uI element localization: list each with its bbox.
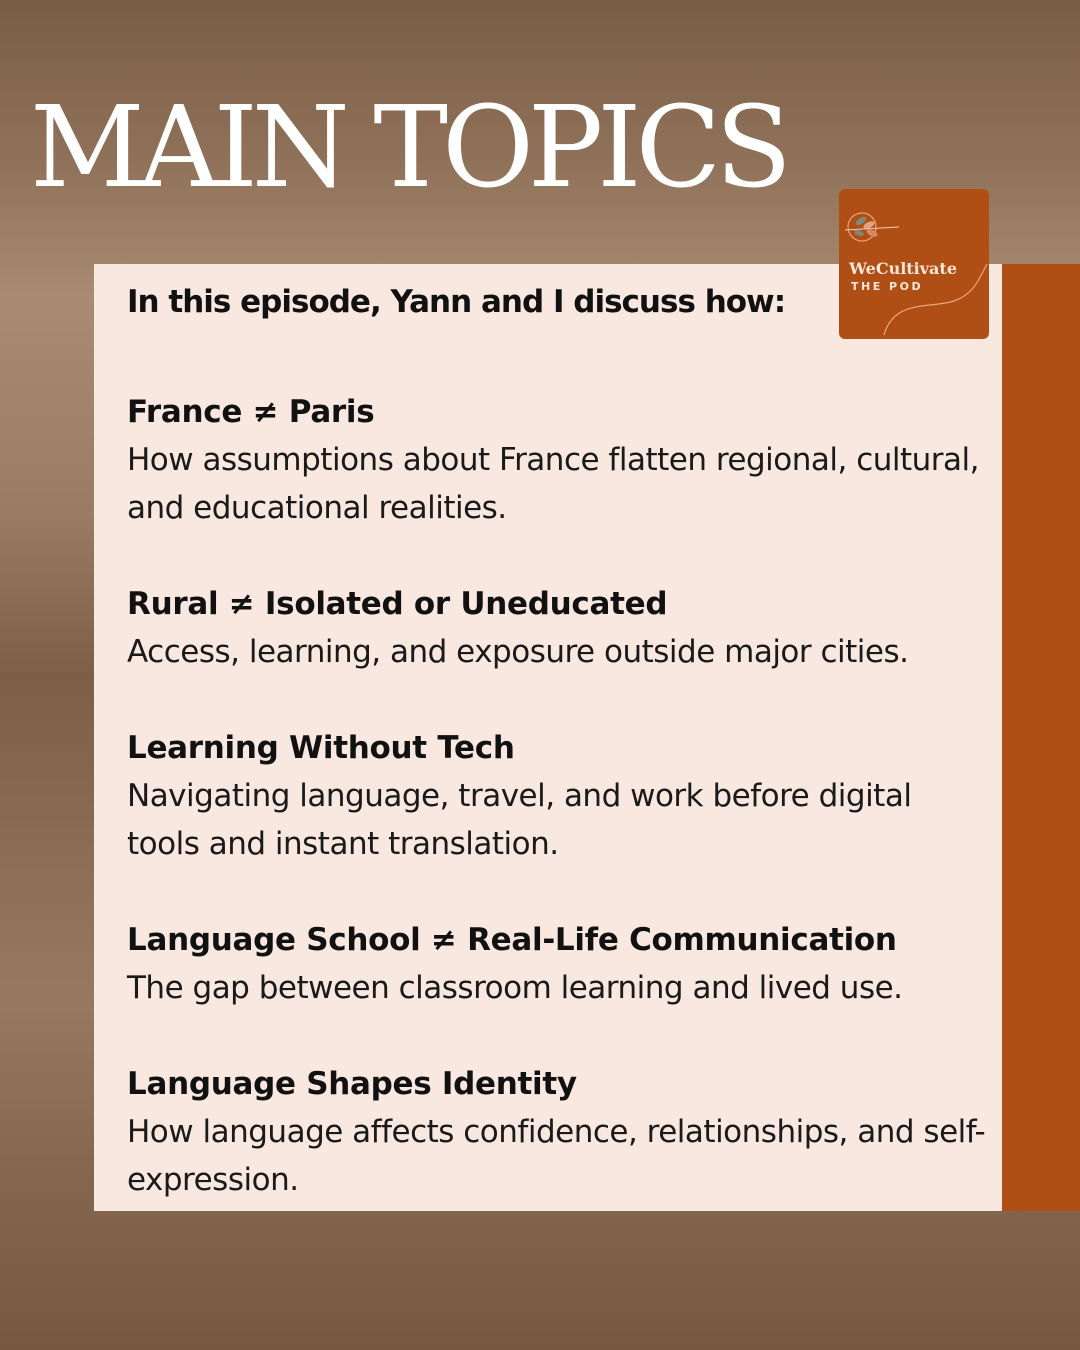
accent-bar	[1002, 264, 1080, 1211]
topic-heading: Language Shapes Identity	[127, 1066, 577, 1102]
topic-item	[127, 916, 987, 1012]
topic-heading: Learning Without Tech	[127, 730, 515, 766]
topic-description: Navigating language, travel, and work before digital tools and instant translation.	[127, 778, 912, 862]
logo-subtitle: THE POD	[851, 280, 924, 293]
topic-heading: Rural ≠ Isolated or Uneducated	[127, 586, 668, 622]
topic-item	[127, 580, 987, 676]
topics-card	[94, 264, 1002, 1211]
topic-description: The gap between classroom learning and lived use.	[127, 970, 903, 1006]
page-title: MAIN TOPICS	[30, 83, 786, 213]
intro-text: In this episode, Yann and I discuss how:	[127, 284, 786, 320]
topic-item	[127, 388, 987, 532]
logo-name: WeCultivate	[849, 259, 957, 278]
podcast-logo	[839, 189, 989, 339]
topic-item	[127, 1060, 987, 1204]
topic-item	[127, 724, 987, 868]
topic-description: Access, learning, and exposure outside major cities.	[127, 634, 909, 670]
topic-description: How language affects confidence, relationships, and self-expression.	[127, 1114, 986, 1198]
topic-heading: Language School ≠ Real-Life Communication	[127, 922, 897, 958]
topic-description: How assumptions about France flatten regional, cultural, and educational realities.	[127, 442, 980, 526]
topic-heading: France ≠ Paris	[127, 394, 375, 430]
